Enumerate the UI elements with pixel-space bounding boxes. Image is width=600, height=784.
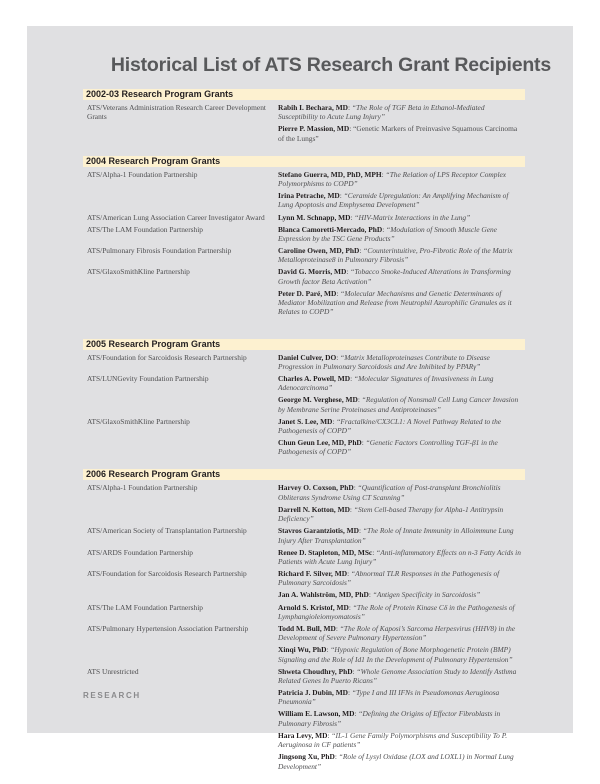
recipient-list (278, 212, 525, 224)
recipient-item (278, 245, 521, 265)
recipient-name: Janet S. Lee, MD (278, 416, 333, 426)
project-title: “Regulation of Nonsmall Cell Lung Cancer Invasion by Membrane Serine Proteinases and Antiproteinases” (278, 395, 519, 414)
grant-program-row (83, 245, 525, 266)
project-title: “Matrix Metalloproteinases Contribute to Disease Progression in Pulmonary Sarcoidosis and Are Inhibited by PPARγ” (278, 352, 490, 371)
grant-section (83, 469, 525, 772)
grant-section (83, 156, 525, 319)
separator: : (353, 483, 358, 493)
recipient-list (278, 525, 525, 546)
recipient-name: David G. Morris, MD (278, 267, 347, 277)
program-name: ATS/American Society of Transplantation Partnership (87, 526, 247, 536)
grant-program-row (83, 666, 525, 773)
separator: : (339, 191, 344, 201)
recipient-name: Xinqi Wu, PhD (278, 645, 327, 655)
grant-program-row (83, 352, 525, 373)
project-title: “Stem Cell-based Therapy for Alpha-1 Antitrypsin Deficiency” (278, 504, 504, 524)
separator: : (349, 504, 354, 514)
recipient-item (278, 102, 521, 122)
separator: : (382, 224, 387, 234)
recipient-item (278, 416, 521, 436)
separator: : (326, 645, 331, 655)
project-title: “Modulation of Smooth Muscle Gene Expression by the TSC Gene Products” (278, 224, 497, 243)
program-name: ATS/Alpha-1 Foundation Partnership (87, 169, 198, 179)
program-name: ATS/American Lung Association Career Investigator Award (87, 212, 265, 222)
section-heading: 2002-03 Research Program Grants (83, 89, 525, 100)
separator: : (348, 688, 352, 698)
recipient-item (278, 212, 521, 222)
program-name: ATS/Foundation for Sarcoidosis Research Partnership (87, 352, 247, 362)
program-name: ATS/The LAM Foundation Partnership (87, 602, 203, 612)
separator: : (346, 267, 351, 277)
recipient-item (278, 482, 521, 502)
recipient-item (278, 123, 521, 143)
separator: : (359, 246, 364, 256)
separator: : (381, 169, 386, 179)
program-name: ATS Unrestricted (87, 666, 139, 676)
recipient-name: Stefano Guerra, MD, PhD, MPH (278, 169, 382, 179)
separator: : (372, 547, 377, 557)
recipient-item (278, 666, 521, 686)
recipient-list (278, 373, 525, 416)
recipient-name: Patricia J. Dubin, MD (278, 688, 349, 698)
page-title: Historical List of ATS Research Grant Recipients (110, 54, 551, 76)
recipient-name: Jingsong Xu, PhD (278, 752, 335, 762)
recipient-name: Richard F. Silver, MD (278, 569, 348, 579)
project-title: “Genetic Factors Controlling TGF-β1 in the Pathogenesis of COPD” (278, 438, 498, 457)
recipient-name: Charles A. Powell, MD (278, 373, 351, 383)
project-title: “The Role of Protein Kinase Cδ in the Pathogenesis of Lymphangioleiomyomatosis” (278, 602, 515, 621)
recipient-list (278, 666, 525, 773)
recipient-item (278, 751, 521, 771)
separator: : (349, 124, 354, 134)
project-title: “Molecular Signatures of Invasiveness in Lung Adenocarcinoma” (278, 373, 494, 393)
recipient-item (278, 708, 521, 728)
recipient-name: Renee D. Stapleton, MD, MSc (278, 547, 373, 557)
recipient-item (278, 547, 521, 567)
grant-program-row (83, 266, 525, 318)
recipient-name: William E. Lawson, MD (278, 709, 355, 719)
grant-program-row (83, 525, 525, 546)
recipient-list (278, 352, 525, 373)
recipient-item (278, 504, 521, 524)
recipient-name: Arnold S. Kristof, MD (278, 602, 349, 612)
separator: : (368, 590, 373, 600)
project-title: “Molecular Mechanisms and Genetic Determinants of Mediator Mobilization and Release from Neutrophil Azurophilic Granules as it Relates to COPD” (278, 288, 512, 317)
separator: : (327, 730, 332, 740)
recipient-item (278, 730, 521, 750)
separator: : (358, 526, 363, 536)
recipient-name: Shweta Choudhry, PhD (278, 666, 353, 676)
recipient-name: Harvey O. Coxson, PhD (278, 483, 354, 493)
section-heading: 2004 Research Program Grants (83, 156, 525, 167)
recipient-item (278, 266, 521, 286)
recipient-item (278, 525, 521, 545)
recipient-name: Chun Geun Lee, MD, PhD (278, 438, 362, 448)
recipient-item (278, 687, 521, 707)
program-name: ATS/LUNGevity Foundation Partnership (87, 373, 209, 383)
project-title: “Anti-inflammatory Effects on n-3 Fatty Acids in Patients with Acute Lung Injury” (278, 547, 521, 566)
recipient-name: Todd M. Bull, MD (278, 623, 336, 633)
recipient-name: Darrell N. Kotton, MD (278, 504, 350, 514)
project-title: “Fractalkine/CX3CL1: A Novel Pathway Related to the Pathogenesis of COPD” (278, 416, 502, 435)
separator: : (352, 666, 357, 676)
separator: : (348, 602, 353, 612)
project-title: “The Role of Innate Immunity in Alloimmune Lung Injury After Transplantation” (278, 526, 514, 545)
grant-program-row (83, 602, 525, 623)
project-title: “Type I and III IFNs in Pseudomonas Aeruginosa Pneumonia” (278, 688, 500, 707)
grant-program-row (83, 102, 525, 145)
recipient-name: Hara Levy, MD (278, 730, 328, 740)
recipient-list (278, 245, 525, 266)
recipient-list (278, 547, 525, 568)
recipient-list (278, 602, 525, 623)
project-title: “Ceramide Upregulation: An Amplifying Mechanism of Lung Apoptosis and Emphysema Development” (278, 191, 509, 210)
separator: : (357, 395, 362, 405)
separator: : (354, 709, 359, 719)
recipient-list (278, 416, 525, 459)
recipient-name: Lynn M. Schnapp, MD (278, 212, 351, 222)
recipient-name: Caroline Owen, MD, PhD (278, 246, 360, 256)
separator: : (334, 752, 339, 762)
recipient-item (278, 589, 521, 599)
program-name: ATS/Foundation for Sarcoidosis Research Partnership (87, 569, 247, 579)
project-title: “The Role of Kaposi’s Sarcoma Herpesvirus (HHV8) in the Development of Severe Pulmonary Hypertension” (278, 623, 516, 643)
recipient-name: Rabih I. Bechara, MD (278, 103, 349, 112)
recipient-item (278, 169, 521, 189)
grant-program-row (83, 547, 525, 568)
recipient-item (278, 190, 521, 210)
recipient-name: Irina Petrache, MD (278, 191, 340, 201)
project-title: “Antigen Specificity in Sarcoidosis” (372, 590, 481, 600)
program-name: ATS/Pulmonary Hypertension Association Partnership (87, 623, 249, 633)
project-title: “Genetic Markers of Preinvasive Squamous Carcinoma of the Lungs” (278, 124, 518, 143)
recipient-list (278, 102, 525, 145)
grant-program-row (83, 212, 525, 224)
project-title: “HIV-Matrix Interactions in the Lung” (354, 212, 471, 222)
recipient-item (278, 352, 521, 372)
program-name: ATS/ARDS Foundation Partnership (87, 547, 193, 557)
grant-program-row (83, 224, 525, 245)
grant-section (83, 339, 525, 459)
program-name: ATS/GlaxoSmithKline Partnership (87, 416, 190, 426)
grant-program-row (83, 482, 525, 525)
project-title: “IL-1 Gene Family Polymorphisms and Susceptibility To P. Aeruginosa in CF patients” (278, 730, 508, 750)
section-footer-label: RESEARCH (83, 691, 141, 700)
project-title: “Hypoxic Regulation of Bone Morphogenetic Protein (BMP) Signaling and the Role of Id1 In the Development of Pulmonary Hypertension” (278, 645, 513, 664)
grant-list (83, 89, 525, 784)
recipient-list (278, 266, 525, 318)
separator: : (336, 288, 341, 298)
separator: : (347, 569, 351, 579)
project-title: “Counterintuitive, Pro-Fibrotic Role of the Matrix Metalloproteinase8 in Pulmonary Fibrosis” (278, 246, 513, 265)
grant-program-row (83, 568, 525, 601)
separator: : (336, 352, 341, 362)
project-title: “Tobacco Smoke-Induced Alterations in Transforming Growth factor Beta Activation” (278, 267, 511, 286)
grant-program-row (83, 373, 525, 416)
separator: : (348, 103, 352, 112)
grant-program-row (83, 416, 525, 459)
recipient-item (278, 288, 521, 317)
recipient-list (278, 224, 525, 245)
recipient-list (278, 623, 525, 666)
separator: : (350, 212, 355, 222)
recipient-item (278, 437, 521, 457)
separator: : (332, 416, 337, 426)
recipient-name: Blanca Camoretti-Mercado, PhD (278, 224, 383, 234)
program-name: ATS/GlaxoSmithKline Partnership (87, 267, 190, 277)
recipient-name: Stavros Garantziotis, MD (278, 526, 359, 536)
section-heading: 2005 Research Program Grants (83, 339, 525, 350)
grant-program-row (83, 169, 525, 212)
project-title: “Role of Lysyl Oxidase (LOX and LOXL1) in Normal Lung Development” (278, 752, 514, 771)
project-title: “The Relation of LPS Receptor Complex Polymorphisms to COPD” (278, 169, 507, 189)
recipient-name: Jan A. Wahlström, MD, PhD (278, 590, 369, 600)
recipient-list (278, 169, 525, 212)
recipient-list (278, 568, 525, 601)
separator: : (361, 438, 366, 448)
grant-section (83, 89, 525, 145)
program-name: ATS/Veterans Administration Research Career Development Grants (87, 103, 266, 122)
recipient-item (278, 373, 521, 393)
recipient-item (278, 568, 521, 588)
project-title: “Whole Genome Association Study to Identify Asthma Related Genes In Puerto Ricans” (278, 666, 517, 685)
project-title: “Quantification of Post-transplant Bronchiolitis Obliterans Syndrome Using CT Scanning” (278, 483, 501, 502)
recipient-item (278, 224, 521, 244)
recipient-name: George M. Verghese, MD (278, 395, 358, 405)
program-name: ATS/Alpha-1 Foundation Partnership (87, 483, 198, 493)
program-name: ATS/Pulmonary Fibrosis Foundation Partnership (87, 246, 232, 256)
recipient-name: Pierre P. Massion, MD (278, 124, 350, 134)
recipient-item (278, 394, 521, 414)
separator: : (335, 623, 340, 633)
recipient-item (278, 623, 521, 643)
program-name: ATS/The LAM Foundation Partnership (87, 224, 203, 234)
recipient-item (278, 644, 521, 664)
recipient-list (278, 482, 525, 525)
project-title: “The Role of TGF Beta in Ethanol-Mediated Susceptibility to Acute Lung Injury” (278, 103, 485, 122)
section-heading: 2006 Research Program Grants (83, 469, 525, 480)
recipient-name: Peter D. Paré, MD (278, 288, 337, 298)
grant-program-row (83, 623, 525, 666)
separator: : (350, 373, 354, 383)
project-title: “Defining the Origins of Effector Fibroblasts in Pulmonary Fibrosis” (278, 709, 501, 728)
recipient-item (278, 602, 521, 622)
project-title: “Abnormal TLR Responses in the Pathogenesis of Pulmonary Sarcoidosis” (278, 569, 500, 588)
recipient-name: Daniel Culver, DO (278, 352, 337, 362)
